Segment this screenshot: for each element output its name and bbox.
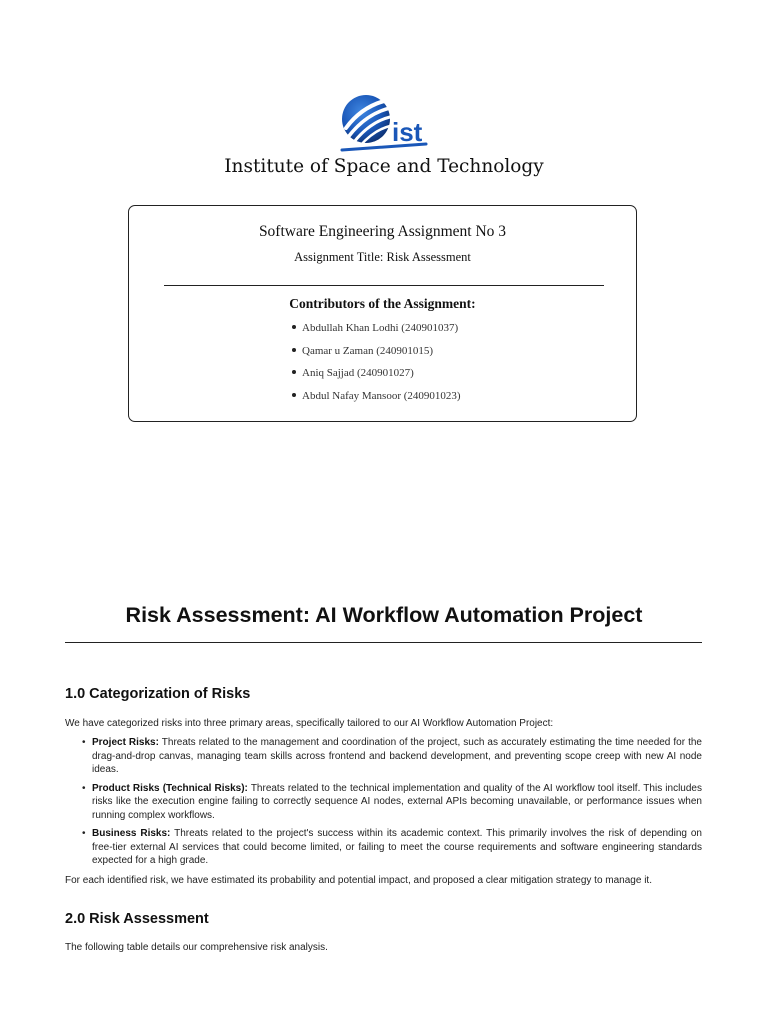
risk-categories-list (82, 736, 702, 873)
section-closing: For each identified risk, we have estimated its probability and potential impact, and proposed a clear mitigation strategy to manage it. (65, 875, 652, 886)
contributor-name: Abdullah Khan Lodhi (240901037) (302, 322, 459, 334)
contributors-heading: Contributors of the Assignment: (289, 296, 476, 311)
contributor-name: Qamar u Zaman (240901015) (302, 344, 434, 357)
section-intro: We have categorized risks into three primary areas, specifically tailored to our AI Workflow Automation Project: (65, 718, 554, 729)
bullet-icon (292, 370, 296, 374)
contributor-name: Abdul Nafay Mansoor (240901023) (302, 389, 461, 402)
logo-text: ist (392, 117, 423, 147)
list-item (82, 782, 702, 823)
section-heading-risk-assessment: 2.0 Risk Assessment (65, 911, 209, 927)
bullet-text: Threats related to the management and coordination of the project, such as accurately estimating the time needed for the drag-and-drop canvas, managing team skills across frontend and backend development, and preventing scope creep with new AI node ideas. (92, 737, 702, 775)
institute-logo (0, 92, 768, 156)
bullet-icon (292, 325, 296, 329)
assignment-heading: Software Engineering Assignment No 3 (258, 223, 507, 240)
list-item (292, 343, 461, 366)
bullet-icon: • (82, 737, 86, 748)
bullet-icon (292, 393, 296, 397)
bullet-icon (292, 348, 296, 352)
document-title: Risk Assessment: AI Workflow Automation Project (125, 603, 643, 627)
contributors-list (292, 320, 461, 410)
title-divider (65, 642, 702, 643)
section-intro: The following table details our comprehensive risk analysis. (65, 942, 328, 953)
list-item (82, 827, 702, 868)
assignment-title: Assignment Title: Risk Assessment (294, 250, 471, 264)
bullet-text: Threats related to the project's success within its academic context. This primarily involves the risk of depending on free-tier external AI services that could become limited, or failing to meet the course requirements and software engineering standards expected for a high grade. (92, 828, 702, 866)
contributor-name: Aniq Sajjad (240901027) (302, 367, 414, 379)
section-heading-categorization: 1.0 Categorization of Risks (65, 686, 251, 702)
list-item (292, 320, 461, 343)
bullet-icon: • (82, 782, 86, 794)
divider (164, 285, 604, 286)
ist-logo-icon (340, 92, 440, 154)
assignment-info-box (128, 205, 637, 422)
bullet-term: Product Risks (Technical Risks): (92, 782, 248, 794)
bullet-text: Threats related to the technical implementation and quality of the AI workflow tool itself. This includes risks like the execution engine failing to correctly sequence AI nodes, external APIs becoming unavailable, or performance issues when running complex workflows. (92, 782, 702, 821)
list-item (292, 365, 461, 388)
bullet-icon: • (82, 828, 86, 839)
bullet-term: Project Risks: (92, 737, 159, 748)
bullet-term: Business Risks: (92, 828, 171, 839)
institute-name: Institute of Space and Technology (224, 156, 544, 177)
list-item (292, 388, 461, 411)
list-item (82, 736, 702, 777)
